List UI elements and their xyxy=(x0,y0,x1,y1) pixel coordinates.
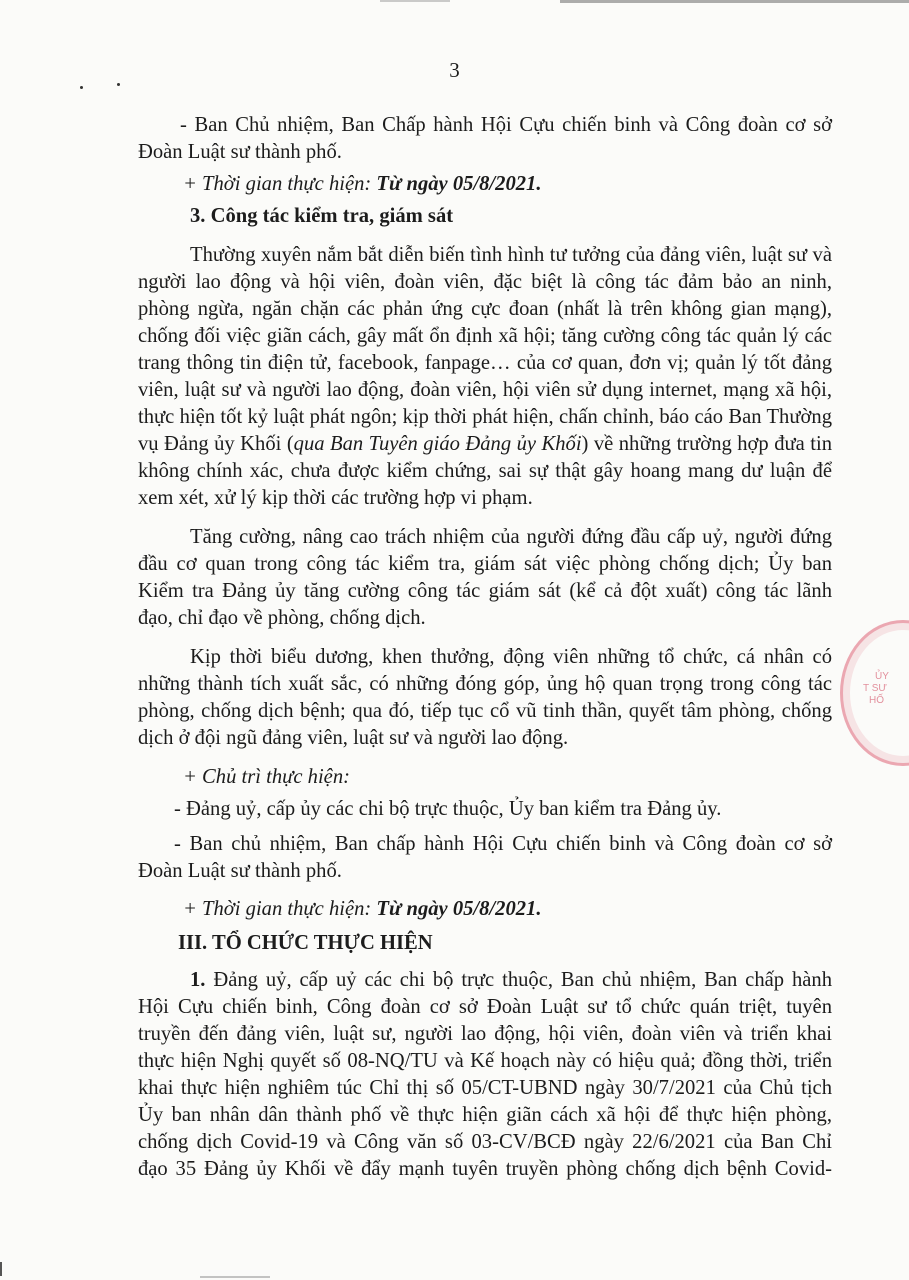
text-line xyxy=(190,524,832,551)
text-line xyxy=(178,930,832,957)
text-segment: thực hiện tốt kỷ luật phát ngôn; kịp thời phát hiện, chấn chỉnh, báo cáo Ban Thường xyxy=(138,406,832,428)
text-segment: ) về những trường hợp đưa tin xyxy=(581,433,832,455)
text-line xyxy=(138,1102,832,1129)
text-line xyxy=(174,796,832,823)
text-segment: 3. Công tác kiểm tra, giám sát xyxy=(190,205,454,227)
text-segment: phòng, chống dịch bệnh; qua đó, tiếp tục cổ vũ tinh thần, quyết tâm phòng, chống xyxy=(138,700,832,722)
text-segment: trang thông tin điện tử, facebook, fanpage… của cơ quan, đơn vị; quản lý tốt đảng xyxy=(138,352,832,374)
scan-edge-mark xyxy=(200,1276,270,1278)
scan-edge-mark xyxy=(0,1262,2,1276)
text-line xyxy=(138,296,832,323)
scan-speck xyxy=(117,83,120,86)
seal-text-line: ỦY xyxy=(875,671,889,682)
text-segment: Kiểm tra Đảng ủy tăng cường công tác giám sát (kể cả đột xuất) công tác lãnh xyxy=(138,580,832,602)
text-line xyxy=(138,1156,832,1183)
text-segment: III. TỔ CHỨC THỰC HIỆN xyxy=(178,932,433,954)
text-line xyxy=(183,764,832,791)
text-segment: Hội Cựu chiến binh, Công đoàn cơ sở Đoàn Luật sư tổ chức quán triệt, tuyên xyxy=(138,996,832,1018)
text-segment: đầu cơ quan trong công tác kiểm tra, giám sát việc phòng chống dịch; Ủy ban xyxy=(138,553,832,575)
text-line xyxy=(138,1075,832,1102)
text-segment: Đảng uỷ, cấp uỷ các chi bộ trực thuộc, Ban chủ nhiệm, Ban chấp hành xyxy=(205,969,832,991)
seal-text-line: T SƯ xyxy=(863,683,887,694)
text-segment: những thành tích xuất sắc, có những đóng góp, ủng hộ quan trọng trong công tác xyxy=(138,673,832,695)
text-line xyxy=(138,139,832,166)
text-segment: thực hiện Nghị quyết số 08-NQ/TU và Kế hoạch này có hiệu quả; đồng thời, triển xyxy=(138,1050,832,1072)
text-segment: đạo, chỉ đạo về phòng, chống dịch. xyxy=(138,607,426,629)
text-line xyxy=(183,171,832,198)
text-segment: Kịp thời biểu dương, khen thưởng, động viên những tổ chức, cá nhân có xyxy=(190,646,832,668)
text-segment: xem xét, xử lý kịp thời các trường hợp vi phạm. xyxy=(138,487,533,509)
text-line xyxy=(138,350,832,377)
text-segment: phòng ngừa, ngăn chặn các phản ứng cực đoan (nhất là trên không gian mạng), xyxy=(138,298,832,320)
text-line xyxy=(190,242,832,269)
scan-speck xyxy=(80,86,83,89)
text-segment: người lao động và hội viên, đoàn viên, đặc biệt là công tác đảm bảo an ninh, xyxy=(138,271,832,293)
text-line xyxy=(138,671,832,698)
text-segment: + Thời gian thực hiện: xyxy=(183,898,377,920)
scan-edge-mark xyxy=(380,0,450,2)
page-number: 3 xyxy=(449,58,460,82)
text-line xyxy=(138,551,832,578)
seal-text xyxy=(855,671,909,731)
scan-edge-mark xyxy=(560,0,909,3)
text-segment: khai thực hiện nghiêm túc Chỉ thị số 05/CT-UBND ngày 30/7/2021 của Chủ tịch xyxy=(138,1077,832,1099)
text-line xyxy=(190,203,832,230)
text-segment: Đoàn Luật sư thành phố. xyxy=(138,141,342,163)
text-segment: - Đảng uỷ, cấp ủy các chi bộ trực thuộc, Ủy ban kiểm tra Đảng ủy. xyxy=(174,798,722,820)
text-segment: Thường xuyên nắm bắt diễn biến tình hình tư tưởng của đảng viên, luật sư và xyxy=(190,244,832,266)
text-line xyxy=(174,831,832,858)
text-segment: chống dịch Covid-19 và Công văn số 03-CV/BCĐ ngày 22/6/2021 của Ban Chỉ xyxy=(138,1131,832,1153)
text-line xyxy=(190,644,832,671)
text-line xyxy=(138,404,832,431)
text-segment: Từ ngày 05/8/2021. xyxy=(376,898,542,920)
text-line xyxy=(138,485,832,512)
text-line xyxy=(138,458,832,485)
text-segment: dịch ở đội ngũ đảng viên, luật sư và người lao động. xyxy=(138,727,569,749)
text-segment: Đoàn Luật sư thành phố. xyxy=(138,860,342,882)
text-segment: đạo 35 Đảng ủy Khối về đẩy mạnh tuyên truyền phòng chống dịch bệnh Covid- xyxy=(138,1158,832,1180)
text-line xyxy=(138,431,832,458)
text-line xyxy=(190,967,832,994)
text-line xyxy=(138,698,832,725)
text-segment: + Thời gian thực hiện: xyxy=(183,173,377,195)
text-line xyxy=(138,1129,832,1156)
text-line xyxy=(138,1048,832,1075)
text-line xyxy=(180,112,832,139)
text-segment: - Ban chủ nhiệm, Ban chấp hành Hội Cựu chiến binh và Công đoàn cơ sở xyxy=(174,833,832,855)
text-line xyxy=(138,994,832,1021)
text-segment: - Ban Chủ nhiệm, Ban Chấp hành Hội Cựu chiến binh và Công đoàn cơ sở xyxy=(180,114,832,136)
text-segment: qua Ban Tuyên giáo Đảng ủy Khối xyxy=(293,433,582,455)
text-line xyxy=(138,269,832,296)
seal-text-line: HỐ xyxy=(869,695,884,706)
official-seal xyxy=(840,620,909,766)
text-segment: chống đối việc giãn cách, gây mất ổn định xã hội; tăng cường công tác quản lý các xyxy=(138,325,832,347)
text-segment: không chính xác, chưa được kiểm chứng, sai sự thật gây hoang mang dư luận để xyxy=(138,460,832,482)
text-line xyxy=(138,377,832,404)
text-segment: Tăng cường, nâng cao trách nhiệm của người đứng đầu cấp uỷ, người đứng xyxy=(190,526,832,548)
text-segment: viên, luật sư và người lao động, đoàn viên, hội viên sử dụng internet, mạng xã hội, xyxy=(138,379,832,401)
text-segment: Ủy ban nhân dân thành phố về thực hiện giãn cách xã hội để thực hiện phòng, xyxy=(138,1104,832,1126)
text-line xyxy=(138,323,832,350)
text-segment: truyền đến đảng viên, luật sư, người lao động, hội viên, đoàn viên và triển khai xyxy=(138,1023,832,1045)
text-line xyxy=(138,605,832,632)
text-segment: 1. xyxy=(190,969,206,991)
text-line xyxy=(138,578,832,605)
text-segment: + Chủ trì thực hiện: xyxy=(183,766,350,788)
text-segment: vụ Đảng ủy Khối ( xyxy=(138,433,294,455)
text-line xyxy=(138,1021,832,1048)
text-line xyxy=(183,896,832,923)
text-line xyxy=(138,725,832,752)
text-segment: Từ ngày 05/8/2021. xyxy=(376,173,542,195)
text-line xyxy=(138,858,832,885)
